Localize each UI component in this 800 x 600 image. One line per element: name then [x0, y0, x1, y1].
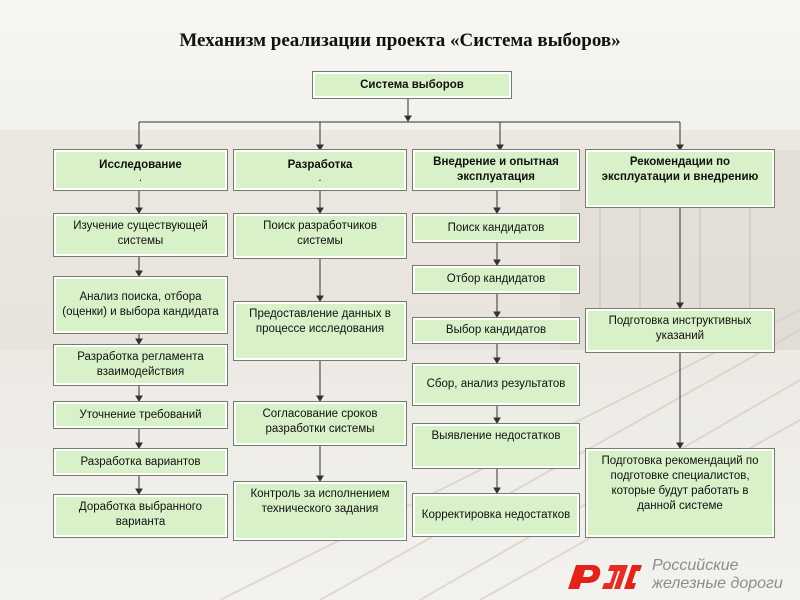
development-item	[234, 482, 406, 540]
column-header-research	[54, 150, 227, 190]
item-label: Изучение существующей системы	[73, 220, 208, 247]
item-label: Доработка выбранного варианта	[78, 501, 203, 528]
column-header-development	[234, 150, 406, 190]
rzd-logo-text	[652, 557, 783, 593]
item-label: Сбор, анализ результатов	[426, 378, 566, 390]
column-header-label: Рекомендации по эксплуатации и внедрению	[601, 156, 759, 183]
logo-line-1: Российские	[652, 557, 739, 574]
implementation-item	[413, 364, 579, 405]
item-label: Выявление недостатков	[431, 430, 561, 442]
item-label: Контроль за исполнением технического задания	[250, 488, 390, 515]
implementation-item	[413, 424, 579, 468]
item-label: Разработка регламента взаимодействия	[77, 351, 204, 378]
column-header-label: Исследование	[99, 159, 182, 171]
column-header-mark: .	[318, 172, 322, 184]
item-label: Поиск кандидатов	[447, 221, 545, 234]
research-item	[54, 449, 227, 475]
item-label: Корректировка недостатков	[421, 508, 571, 521]
research-item	[54, 345, 227, 385]
column-header-mark: .	[138, 172, 143, 184]
item-label: Подготовка инструктивных указаний	[608, 315, 752, 342]
development-item	[234, 402, 406, 445]
recommendations-item	[586, 309, 774, 352]
root-node	[313, 72, 511, 98]
research-item	[54, 277, 227, 333]
page-title: Механизм реализации проекта «Система выборов»	[179, 30, 621, 51]
development-item	[234, 302, 406, 360]
implementation-item	[413, 318, 579, 343]
recommendations-item	[586, 449, 774, 537]
implementation-item	[413, 494, 579, 536]
research-item	[54, 495, 227, 537]
rzd-logo	[562, 555, 797, 597]
item-label: Анализ поиска, отбора (оценки) и выбора кандидата	[62, 291, 219, 318]
item-label: Разработка вариантов	[80, 455, 201, 468]
item-label: Предоставление данных в процессе исследования	[249, 308, 391, 335]
column-header-label: Разработка	[287, 159, 353, 171]
column-header-label: Внедрение и опытная эксплуатация	[433, 156, 559, 183]
column-header-recommendations	[586, 150, 774, 207]
item-label: Поиск разработчиков системы	[263, 220, 377, 247]
root-node-label: Система выборов	[360, 78, 464, 91]
item-label: Подготовка рекомендаций по подготовке специалистов, которые будут работать в данной системе	[601, 455, 759, 512]
rzd-logo-mark-icon	[562, 559, 644, 593]
item-label: Согласование сроков разработки системы	[262, 408, 378, 435]
research-item	[54, 402, 227, 428]
column-header-implementation	[413, 150, 579, 190]
development-item	[234, 214, 406, 258]
implementation-item	[413, 266, 579, 293]
logo-line-2: железные дороги	[652, 575, 783, 592]
item-label: Выбор кандидатов	[445, 324, 547, 336]
item-label: Уточнение требований	[79, 408, 202, 421]
item-label: Отбор кандидатов	[446, 273, 546, 285]
implementation-item	[413, 214, 579, 242]
research-item	[54, 214, 227, 256]
